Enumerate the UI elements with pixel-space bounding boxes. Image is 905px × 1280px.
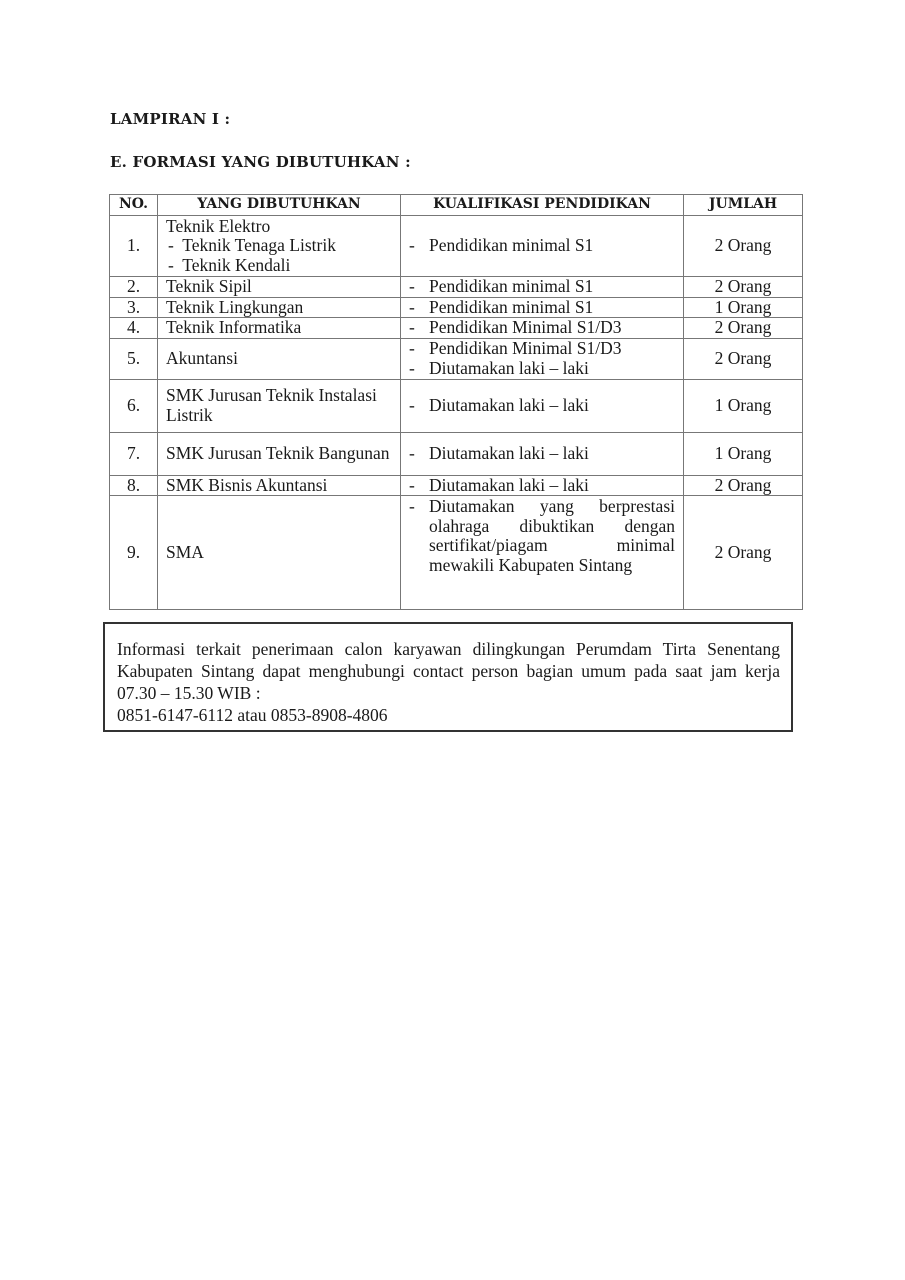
position-name: SMA: [158, 496, 401, 610]
qualification-cell: - Diutamakan yang berprestasi olahraga dibuktikan dengan sertifikat/piagam minimal mewakili Kabupaten Sintang: [401, 496, 684, 610]
row-number: 4.: [110, 318, 158, 339]
qualification-cell: - Pendidikan Minimal S1/D3: [401, 318, 684, 339]
sub-position: - Teknik Kendali: [168, 254, 291, 275]
formation-heading: E. FORMASI YANG DIBUTUHKAN :: [110, 153, 411, 171]
position-name: Teknik Elektro: [166, 215, 271, 236]
qualification-cell: - Pendidikan minimal S1: [401, 216, 684, 277]
qualification-cell: - Pendidikan minimal S1: [401, 297, 684, 318]
count-cell: 2 Orang: [684, 277, 803, 298]
row-number: 8.: [110, 475, 158, 496]
position-name: Teknik Lingkungan: [158, 297, 401, 318]
qualification-cell: - Pendidikan minimal S1: [401, 277, 684, 298]
position-cell: [158, 216, 401, 277]
count-cell: 2 Orang: [684, 318, 803, 339]
table-row: [110, 338, 803, 379]
table-row: [110, 475, 803, 496]
header-qualification: KUALIFIKASI PENDIDIKAN: [401, 195, 684, 216]
header-count: JUMLAH: [684, 195, 803, 216]
qualification-cell: - Diutamakan laki – laki: [401, 379, 684, 432]
row-number: 1.: [110, 216, 158, 277]
attachment-heading: LAMPIRAN I :: [110, 110, 231, 128]
contact-info-text: Informasi terkait penerimaan calon karyawan dilingkungan Perumdam Tirta Senentang Kabupaten Sintang dapat menghubungi contact person bagian umum pada saat jam kerja 07.30 – 15.30 WIB :: [117, 639, 780, 703]
table-row: [110, 277, 803, 298]
header-position: YANG DIBUTUHKAN: [158, 195, 401, 216]
table-header-row: [110, 195, 803, 216]
table-row: [110, 496, 803, 610]
table-row: [110, 432, 803, 475]
count-cell: 1 Orang: [684, 379, 803, 432]
position-name: Akuntansi: [158, 338, 401, 379]
count-cell: 1 Orang: [684, 297, 803, 318]
qualification-cell: - Diutamakan laki – laki: [401, 432, 684, 475]
position-name: Teknik Informatika: [158, 318, 401, 339]
row-number: 6.: [110, 379, 158, 432]
header-no: NO.: [110, 195, 158, 216]
table-row: [110, 379, 803, 432]
contact-phone-numbers: 0851-6147-6112 atau 0853-8908-4806: [117, 705, 388, 725]
count-cell: 1 Orang: [684, 432, 803, 475]
position-name: SMK Jurusan Teknik Bangunan: [158, 432, 401, 475]
row-number: 2.: [110, 277, 158, 298]
row-number: 3.: [110, 297, 158, 318]
qualification-cell: - Diutamakan laki – laki: [401, 475, 684, 496]
table-row: [110, 297, 803, 318]
qualification-cell: - Pendidikan Minimal S1/D3 - Diutamakan laki – laki: [401, 338, 684, 379]
table-row: [110, 216, 803, 277]
contact-info-box: [103, 622, 793, 732]
row-number: 5.: [110, 338, 158, 379]
count-cell: 2 Orang: [684, 496, 803, 610]
count-cell: 2 Orang: [684, 216, 803, 277]
table-row: [110, 318, 803, 339]
position-name: SMK Bisnis Akuntansi: [158, 475, 401, 496]
position-name: SMK Jurusan Teknik Instalasi Listrik: [158, 379, 401, 432]
position-name: Teknik Sipil: [158, 277, 401, 298]
sub-position: - Teknik Tenaga Listrik: [168, 235, 336, 256]
row-number: 7.: [110, 432, 158, 475]
row-number: 9.: [110, 496, 158, 610]
formation-table: [109, 194, 803, 610]
count-cell: 2 Orang: [684, 338, 803, 379]
count-cell: 2 Orang: [684, 475, 803, 496]
